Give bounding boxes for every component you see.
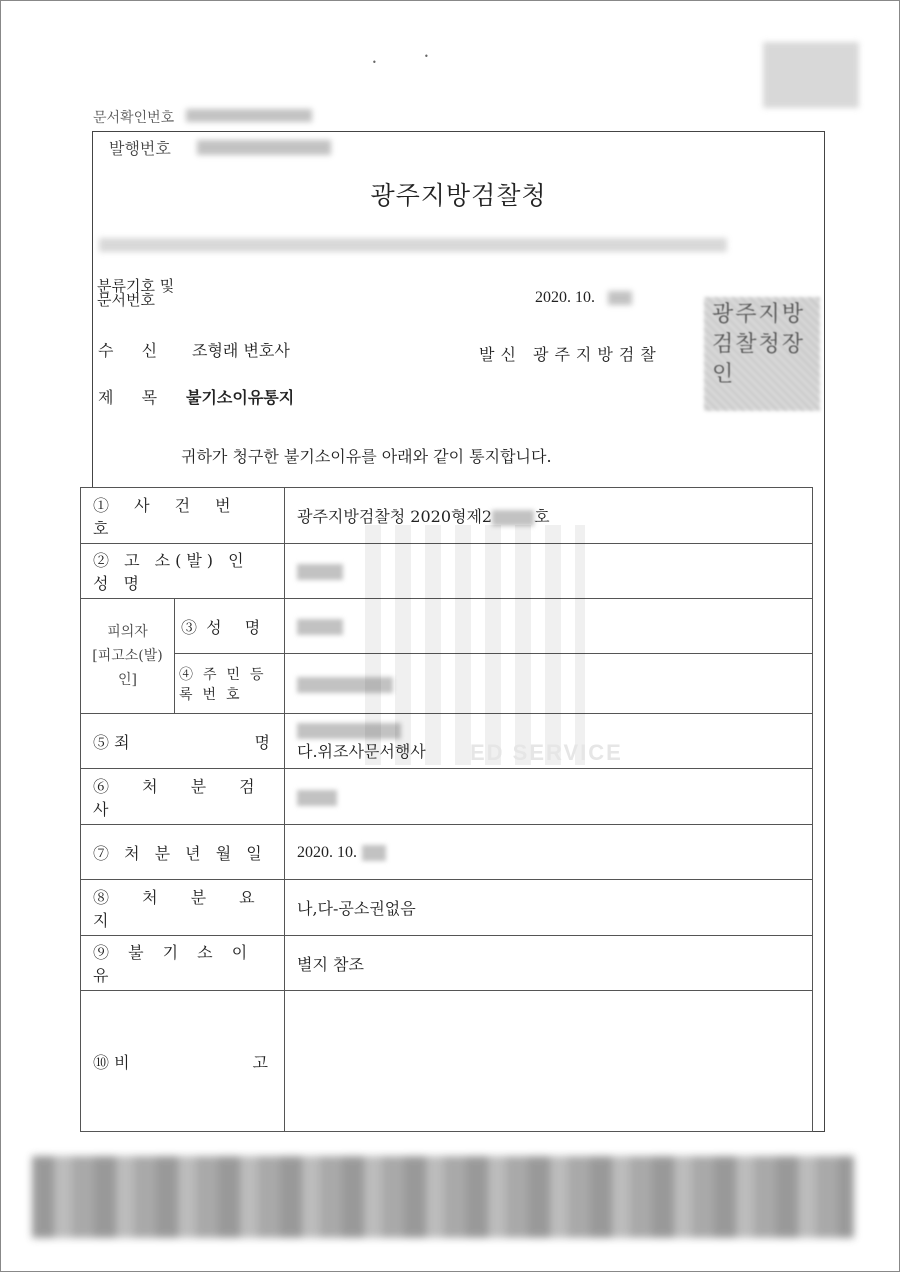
case-no-prefix: 광주지방검찰청 2020형제2 [297,507,493,526]
redacted-resident-number [297,677,393,693]
classification-label-line2: 문서번호 [97,291,155,309]
subject-label: 제 목 [98,388,164,407]
table-row [81,544,813,599]
prosecutor-label: ⑥ 처 분 검 사 [81,769,285,825]
case-no-value [285,488,813,544]
suspect-id-value [285,654,813,714]
redacted-date-day [608,291,632,305]
suspect-group-label-1: 피의자 [107,624,148,640]
watermark-text: ED SERVICE [470,740,623,765]
table-row [81,880,813,936]
scan-dot: • [424,52,429,61]
complainant-label: ② 고 소(발) 인 성 명 [81,544,285,599]
redacted-issue-number [197,140,331,155]
remarks-value [285,991,813,1132]
redacted-complainant-name [297,564,343,580]
prosecutor-value [285,769,813,825]
disposition-date-label: ⑦ 처 분 년 월 일 [81,825,285,880]
redacted-suspect-name [297,619,343,635]
redacted-disposition-day [362,845,386,861]
classification-label [97,279,174,307]
suspect-name-value [285,599,813,654]
document-title: 광주지방검찰청 [370,181,547,210]
suspect-group-label [81,599,175,714]
table-row [81,654,813,714]
disposition-summary-value: 나,다-공소권없음 [285,880,813,936]
suspect-name-label: ③ 성 명 [175,599,285,654]
redacted-charge-line [297,723,401,739]
recipient-name: 조형래 변호사 [192,341,290,360]
table-row [81,991,813,1132]
redacted-footer [32,1156,854,1238]
table-row [81,825,813,880]
remarks-label: ⑩ 비 고 [81,991,285,1132]
table-row [81,488,813,544]
document-date: 2020. 10. [535,289,595,306]
redacted-prosecutor-name [297,790,337,806]
redacted-corner-block [763,42,859,108]
subject: 불기소이유통지 [186,388,295,407]
issue-no-label: 발행번호 [109,139,171,158]
body-text: 귀하가 청구한 불기소이유를 아래와 같이 통지합니다. [181,447,552,466]
sender: 발신 광주지방검찰 [479,345,662,364]
recipient-label: 수 신 [98,341,164,360]
table-row [81,599,813,654]
complainant-value [285,544,813,599]
table-row [81,714,813,769]
suspect-group-label-2: [피고소(발)인] [92,648,163,688]
redacted-doc-check-number [186,109,312,122]
table-row [81,936,813,991]
scan-dot: • [372,58,377,67]
info-table [80,487,813,1132]
disposition-summary-label: ⑧ 처 분 요 지 [81,880,285,936]
classification-label-line1: 분류기호 및 [97,277,175,295]
redacted-address-line [99,238,727,252]
charge-value: 다.위조사문서행사 [297,742,426,761]
disposition-date-value: 2020. 10. [285,825,813,880]
case-no-suffix: 호 [534,507,550,526]
official-seal-chars: 광주지방검찰청장인 [712,302,806,387]
case-no-label: ① 사 건 번 호 [81,488,285,544]
charge-label: ⑤ 죄 명 [81,714,285,769]
doc-check-label: 문서확인번호 [93,110,175,126]
reason-value: 별지 참조 [285,936,813,991]
suspect-id-label: ④주민등록번호 [175,654,285,714]
reason-label: ⑨ 불 기 소 이 유 [81,936,285,991]
redacted-case-number [492,510,534,526]
table-row [81,769,813,825]
